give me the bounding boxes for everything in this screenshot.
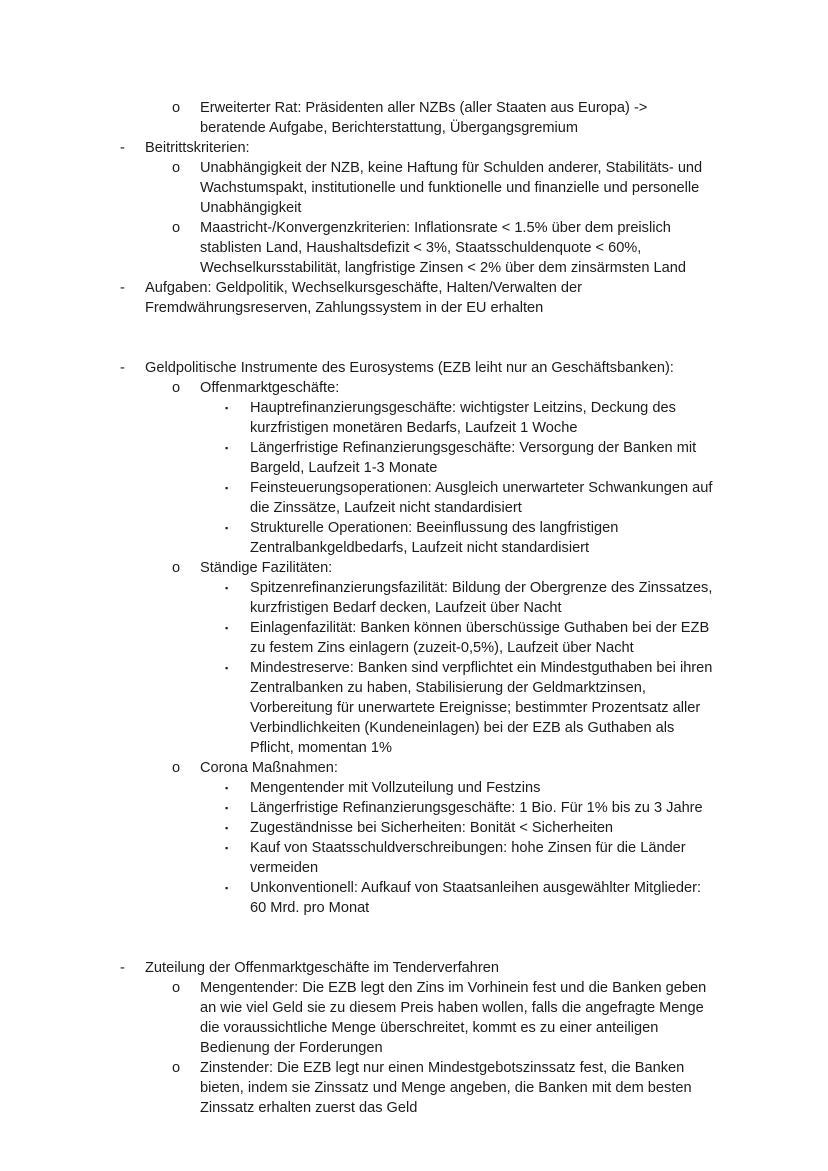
list-item-text: Geldpolitische Instrumente des Eurosystems (EZB leiht nur an Geschäftsbanken): [145, 360, 674, 376]
list-item [225, 658, 713, 758]
circle-bullet-icon: o [172, 560, 181, 576]
square-bullet-icon: ▪ [225, 883, 229, 893]
dash-bullet-icon: - [120, 280, 125, 296]
list-item [120, 358, 713, 378]
circle-bullet-icon: o [172, 1060, 181, 1076]
list-item-text: Maastricht-/Konvergenzkriterien: Inflationsrate < 1.5% über dem preislich stablisten Land, Haushaltsdefizit < 3%, Staatsschuldenquote < 60%, Wechselkursstabilität, langfristige Zinsen < 2% über dem zinsärmsten Land [200, 220, 687, 276]
list-item-text: Kauf von Staatsschuldverschreibungen: hohe Zinsen für die Länder vermeiden [250, 840, 686, 876]
list-item [120, 958, 713, 978]
list-item [225, 518, 713, 558]
circle-bullet-icon: o [172, 220, 181, 236]
circle-bullet-icon: o [172, 100, 181, 116]
list-item-text: Hauptrefinanzierungsgeschäfte: wichtigster Leitzins, Deckung des kurzfristigen monetären Bedarfs, Laufzeit 1 Woche [250, 400, 676, 436]
paragraph-spacer [120, 918, 713, 958]
list-item-text: Mengentender: Die EZB legt den Zins im Vorhinein fest und die Banken geben an wie viel Geld sie zu diesem Preis haben wollen, falls die angefragte Menge die voraussichtliche Menge überschreitet, kommt es zu einer anteiligen Bedienung der Forderungen [200, 980, 707, 1056]
list-item-text: Feinsteuerungsoperationen: Ausgleich unerwarteter Schwankungen auf die Zinssätze, Laufzeit nicht standardisiert [250, 480, 713, 516]
list-item [172, 98, 713, 138]
list-item [172, 758, 713, 778]
list-item-text: Strukturelle Operationen: Beeinflussung des langfristigen Zentralbankgeldbedarfs, Laufzeit nicht standardisiert [250, 520, 619, 556]
list-item-text: Erweiterter Rat: Präsidenten aller NZBs (aller Staaten aus Europa) -> beratende Aufgabe, Berichterstattung, Übergangsgremium [200, 100, 648, 136]
paragraph-spacer [120, 318, 713, 358]
list-item-text: Unabhängigkeit der NZB, keine Haftung für Schulden anderer, Stabilitäts- und Wachstumspakt, institutionelle und funktionelle und finanzielle und personelle Unabhängigkeit [200, 160, 703, 216]
list-item-text: Aufgaben: Geldpolitik, Wechselkursgeschäfte, Halten/Verwalten der Fremdwährungsreserven, Zahlungssystem in der EU erhalten [145, 280, 582, 316]
square-bullet-icon: ▪ [225, 583, 229, 593]
square-bullet-icon: ▪ [225, 443, 229, 453]
list-item-text: Zinstender: Die EZB legt nur einen Mindestgebotszinssatz fest, die Banken bieten, indem sie Zinssatz und Menge angeben, die Banken mit dem besten Zinssatz erhalten zuerst das Geld [200, 1060, 692, 1116]
dash-bullet-icon: - [120, 360, 125, 376]
list-item [120, 138, 713, 158]
list-item [225, 438, 713, 478]
list-item [225, 398, 713, 438]
square-bullet-icon: ▪ [225, 663, 229, 673]
square-bullet-icon: ▪ [225, 523, 229, 533]
list-item-text: Ständige Fazilitäten: [200, 560, 333, 576]
circle-bullet-icon: o [172, 160, 181, 176]
list-item [225, 798, 713, 818]
square-bullet-icon: ▪ [225, 403, 229, 413]
list-item [225, 878, 713, 918]
list-item [225, 478, 713, 518]
document-body [120, 98, 713, 1118]
circle-bullet-icon: o [172, 760, 181, 776]
list-item [172, 218, 713, 278]
square-bullet-icon: ▪ [225, 823, 229, 833]
list-item [225, 818, 713, 838]
list-item [172, 378, 713, 398]
list-item-text: Zuteilung der Offenmarktgeschäfte im Tenderverfahren [145, 960, 499, 976]
list-item-text: Mindestreserve: Banken sind verpflichtet ein Mindestguthaben bei ihren Zentralbanken zu haben, Stabilisierung der Geldmarktzinsen, Vorbereitung für unerwartete Ereignisse; bestimmter Prozentsatz aller Verbindlichkeiten (Kundeneinlagen) bei der EZB als Guthaben als Pflicht, momentan 1% [250, 660, 713, 756]
circle-bullet-icon: o [172, 380, 181, 396]
square-bullet-icon: ▪ [225, 783, 229, 793]
list-item [225, 838, 713, 878]
list-item-text: Corona Maßnahmen: [200, 760, 338, 776]
circle-bullet-icon: o [172, 980, 181, 996]
list-item [225, 778, 713, 798]
list-item-text: Offenmarktgeschäfte: [200, 380, 340, 396]
list-item-text: Mengentender mit Vollzuteilung und Festzins [250, 780, 541, 796]
list-item [225, 618, 713, 658]
square-bullet-icon: ▪ [225, 483, 229, 493]
dash-bullet-icon: - [120, 960, 125, 976]
list-item [120, 278, 713, 318]
square-bullet-icon: ▪ [225, 843, 229, 853]
list-item-text: Spitzenrefinanzierungsfazilität: Bildung der Obergrenze des Zinssatzes, kurzfristigen Bedarf decken, Laufzeit über Nacht [250, 580, 713, 616]
list-item [172, 158, 713, 218]
list-item-text: Längerfristige Refinanzierungsgeschäfte: 1 Bio. Für 1% bis zu 3 Jahre [250, 800, 703, 816]
list-item-text: Unkonventionell: Aufkauf von Staatsanleihen ausgewählter Mitglieder: 60 Mrd. pro Monat [250, 880, 702, 916]
list-item [225, 578, 713, 618]
square-bullet-icon: ▪ [225, 623, 229, 633]
list-item [172, 1058, 713, 1118]
list-item-text: Zugeständnisse bei Sicherheiten: Bonität < Sicherheiten [250, 820, 614, 836]
list-item [172, 558, 713, 578]
list-item [172, 978, 713, 1058]
list-item-text: Einlagenfazilität: Banken können überschüssige Guthaben bei der EZB zu festem Zins einlagern (zuzeit-0,5%), Laufzeit über Nacht [250, 620, 710, 656]
list-item-text: Beitrittskriterien: [145, 140, 250, 156]
dash-bullet-icon: - [120, 140, 125, 156]
list-item-text: Längerfristige Refinanzierungsgeschäfte: Versorgung der Banken mit Bargeld, Laufzeit 1-3 Monate [250, 440, 697, 476]
square-bullet-icon: ▪ [225, 803, 229, 813]
